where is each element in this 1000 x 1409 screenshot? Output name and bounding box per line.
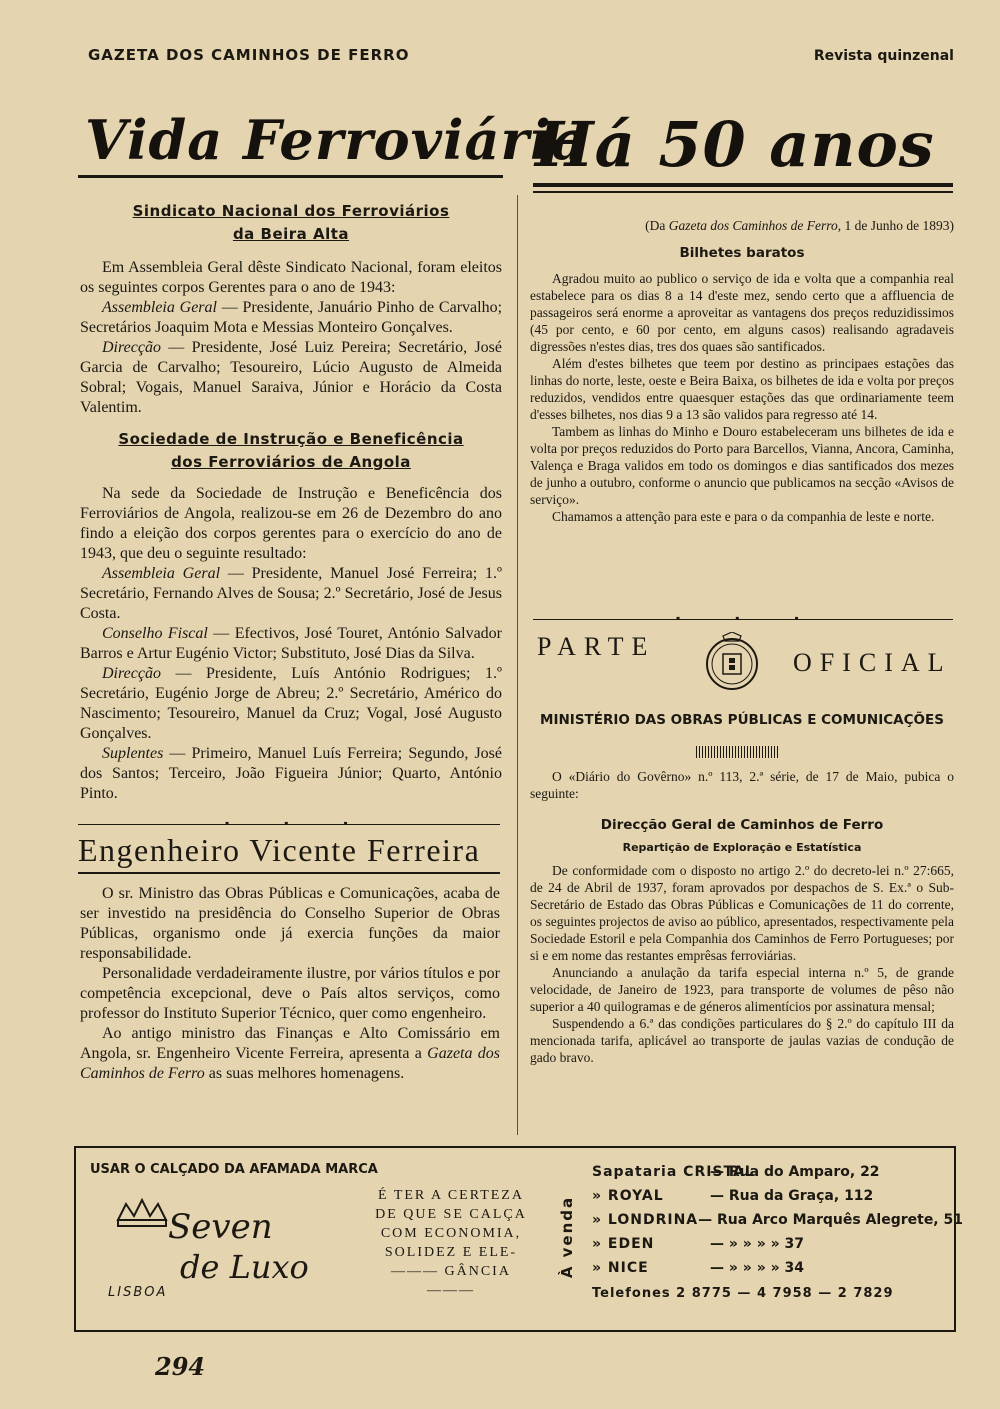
journal-title: GAZETA DOS CAMINHOS DE FERRO	[88, 46, 410, 64]
journal-frequency: Revista quinzenal	[813, 48, 954, 64]
engenheiro-title: Engenheiro Vicente Ferreira	[78, 832, 481, 868]
shop-row	[592, 1232, 942, 1256]
brand-line-1: Seven	[168, 1207, 273, 1247]
rule-right-top-1	[533, 183, 953, 187]
brand-line-2: de Luxo	[180, 1248, 309, 1286]
ornament-bar	[696, 746, 778, 758]
advertisement-box	[74, 1146, 963, 1332]
source-line	[530, 217, 954, 234]
sindicato-paragraph-2	[80, 298, 502, 338]
a-venda-label	[552, 1178, 582, 1308]
shop-name: » LONDRINA	[592, 1212, 699, 1228]
seven-de-luxo-logo	[98, 1190, 318, 1300]
sindicato-heading-line1: Sindicato Nacional dos Ferroviários	[132, 202, 450, 220]
journal-name: Gazeta dos Caminhos de Ferro	[668, 218, 838, 233]
section-title-ha-50-anos: Há 50 anos	[535, 108, 935, 181]
label-assembleia: Assembleia Geral	[102, 299, 217, 316]
oficial-paragraph-1: O «Diário do Govêrno» n.º 113, 2.ª série, de 17 de Maio, pubica o seguinte:	[530, 769, 954, 801]
label: Suplentes	[102, 745, 164, 762]
shop-address: — » » » » 34	[710, 1260, 805, 1276]
left-column	[80, 200, 502, 804]
text: (Da	[645, 218, 669, 233]
portugal-coat-of-arms-icon	[703, 632, 761, 692]
sociedade-heading	[80, 428, 502, 474]
sindicato-paragraph-1: Em Assembleia Geral dêste Sindicato Nacional, foram eleitos os seguintes corpos Gerentes para o ano de 1943:	[80, 259, 502, 296]
a-venda-text: À venda	[558, 1195, 576, 1279]
column-divider	[517, 195, 518, 1135]
oficial-column	[530, 768, 954, 1066]
shop-name: » EDEN	[592, 1236, 655, 1252]
journal-name: Gazeta dos Caminhos de Ferro	[80, 1045, 500, 1082]
sociedade-paragraph-1: Na sede da Sociedade de Instrução e Beneficência dos Ferroviários de Angola, realizou-se em 26 de Dezembro do ano findo a eleição dos corpos gerentes para o exercício do ano de 1943, que deu o seguinte resultado:	[80, 485, 502, 562]
parte-word: PARTE	[537, 632, 656, 661]
section-title-vida-ferroviaria: Vida Ferroviária	[85, 108, 588, 172]
brand-city: LISBOA	[108, 1285, 168, 1300]
shop-name: » NICE	[592, 1260, 649, 1276]
text: — Efectivos, José Touret, António Salvador Barros e Artur Eugénio Victor; Substituto, José Dias da Silva.	[80, 625, 503, 662]
reparticao-heading: Repartição de Exploração e Estatística	[622, 841, 862, 854]
telephones: Telefones 2 8775 — 4 7958 — 2 7829	[592, 1286, 894, 1301]
bilhetes-paragraph-2: Além d'estes bilhetes que teem por destino as principaes estações das linhas do norte, leste, oeste e Beira Baixa, os bilhetes de ida e volta por preços reduzidos, vendidos entre quaesquer estações das que ordinariamente teem d'esses bilhetes, nos dias 9 a 13 são validos para regresso até 14.	[530, 356, 954, 422]
ministerio-heading: MINISTÉRIO DAS OBRAS PÚBLICAS E COMUNICAÇÕES	[540, 712, 944, 728]
rule-left-top	[78, 175, 503, 178]
shop-address: — Rua Arco Marquês Alegrete, 51	[698, 1212, 963, 1228]
sindicato-heading-line2: da Beira Alta	[232, 225, 350, 243]
oficial-word: OFICIAL	[793, 648, 952, 677]
text: , 1 de Junho de 1893)	[837, 218, 954, 233]
label: Conselho Fiscal	[102, 625, 208, 642]
ornament-dots-left: ▪▪▪	[225, 816, 403, 830]
bilhetes-paragraph-4: Chamamos a attenção para este e para o da companhia de leste e norte.	[552, 509, 935, 524]
parte-oficial-heading	[533, 632, 951, 694]
ornament-dots-right: ▪▪▪	[676, 611, 854, 625]
shop-list	[592, 1160, 963, 1280]
shop-address: — Rua da Graça, 112	[710, 1188, 874, 1204]
sociedade-paragraph-2	[80, 564, 502, 624]
sociedade-heading-line1: Sociedade de Instrução e Beneficência	[118, 430, 464, 448]
sociedade-paragraph-3	[80, 624, 502, 664]
direccao-geral-heading: Direcção Geral de Caminhos de Ferro	[600, 817, 884, 833]
shop-name: » ROYAL	[592, 1188, 664, 1204]
text: — Presidente, Luís António Rodrigues; 1.º Secretário, Eugénio Jorge de Abreu; 2.º Secretário, Américo do Nascimento; Tesoureiro, Manuel da Cruz; Vogal, José Augusto Gonçalves.	[80, 665, 502, 742]
text: as suas melhores homenagens.	[204, 1065, 405, 1082]
sindicato-paragraph-3	[80, 338, 502, 418]
shop-row	[592, 1160, 942, 1184]
label-direccao: Direcção	[102, 339, 161, 356]
bilhetes-paragraph-3: Tambem as linhas do Minho e Douro estabeleceram uns bilhetes de ida e volta por preços reduzidos do Porto para Barcellos, Vianna, Ancora, Caminha, Valença e Braga validos em todo os domingos e dias santificados dos mezes de junho a outubro, conforme o anuncio que publicamos na secção «Avisos de serviço».	[530, 424, 954, 507]
label: Direcção	[102, 665, 161, 682]
shop-row	[592, 1184, 942, 1208]
sociedade-paragraph-5	[80, 744, 502, 804]
text: — Presidente, Manuel José Ferreira; 1.º Secretário, Fernando Alves de Sousa; 2.º Secretário, José de Jesus Costa.	[80, 565, 502, 622]
shop-name: Sapataria CRISTAL	[592, 1164, 755, 1180]
rule-right-top-2	[533, 191, 953, 193]
oficial-paragraph-2: De conformidade com o disposto no artigo 2.º do decreto-lei n.º 27:665, de 24 de Abril de 1937, foram aprovados por despachos de S. Ex.ª o Sub-Secretário de Estado das Obras Públicas e Comunicações de 11 do corrente, os seguintes projectos de aviso ao público, apresentados, respectivamente pela Sociedade Estoril e pela Companhia dos Caminhos de Ferro Portugueses; por si e em nome das restantes emprêsas ferroviárias.	[530, 863, 954, 963]
sociedade-paragraph-4	[80, 664, 502, 744]
oficial-paragraph-3: Anunciando a anulação da tarifa especial interna n.º 5, de grande velocidade, de Janeiro de 1923, para transporte de volumes de pêso não superior a 40 quilogramas e de géneros alimentícios por assinatura mensal;	[530, 965, 954, 1014]
sociedade-heading-line2: dos Ferroviários de Angola	[171, 453, 411, 471]
oficial-paragraph-4: Suspendendo a 6.ª das condições particulares do § 2.º do capítulo III da mencionada tarifa, aplicável ao transporte de jaulas vazias de condução de gado bravo.	[530, 1016, 954, 1065]
bilhetes-paragraph-1: Agradou muito ao publico o serviço de ida e volta que a companhia real estabelece para os dias 8 a 14 d'este mez, sendo certo que a affluencia de passageiros será enorme a aproveitar as vantagens dos preços reduzidissimos (45 por cento, e 60 por cento, em alguns casos) realisando agradaveis digressões n'estes dias, tres dos quaes são santificados.	[530, 271, 954, 354]
shop-row	[592, 1208, 963, 1232]
shop-address: — » » » » 37	[710, 1236, 805, 1252]
engenheiro-column	[80, 884, 500, 1084]
text: — Presidente, José Luiz Pereira; Secretário, José Garcia de Carvalho; Tesoureiro, Lúcio Augusto de Almeida Sobral; Vogais, Manuel Saraiva, Júnior e Horácio da Costa Valentim.	[80, 339, 502, 416]
ad-headline: USAR O CALÇADO DA AFAMADA MARCA	[90, 1162, 378, 1177]
label: Assembleia Geral	[102, 565, 221, 582]
engenheiro-paragraph-3	[80, 1024, 500, 1084]
bilhetes-heading: Bilhetes baratos	[679, 245, 805, 261]
engenheiro-paragraph-1: O sr. Ministro das Obras Públicas e Comunicações, acaba de ser investido na presidência do Conselho Superior de Obras Públicas, organismo onde já exercia funções da maior responsabilidade.	[80, 885, 500, 962]
shop-address: — Rua do Amparo, 22	[710, 1164, 880, 1180]
right-column	[530, 217, 954, 525]
text: — Presidente, Januário Pinho de Carvalho; Secretários Joaquim Mota e Messias Monteiro Gonçalves.	[80, 299, 503, 336]
engenheiro-paragraph-2: Personalidade verdadeiramente ilustre, por vários títulos e por competência excepcional, deve o País altos serviços, como professor do Instituto Superior Técnico, quer como engenheiro.	[80, 965, 500, 1022]
sindicato-heading	[80, 200, 502, 246]
ad-tagline: É TER A CERTEZA DE QUE SE CALÇA COM ECONOMIA, SOLIDEZ E ELE- ——— GÂNCIA ———	[375, 1188, 527, 1298]
page-number: 294	[155, 1352, 206, 1381]
rule-under-engenheiro	[78, 872, 500, 874]
text: — Primeiro, Manuel Luís Ferreira; Segundo, José dos Santos; Terceiro, João Figueira Júnior; Quarto, António Pinto.	[80, 745, 502, 802]
text: Ao antigo ministro das Finanças e Alto Comissário em Angola, sr. Engenheiro Vicente Ferreira, apresenta a	[80, 1025, 500, 1062]
shop-row	[592, 1256, 942, 1280]
